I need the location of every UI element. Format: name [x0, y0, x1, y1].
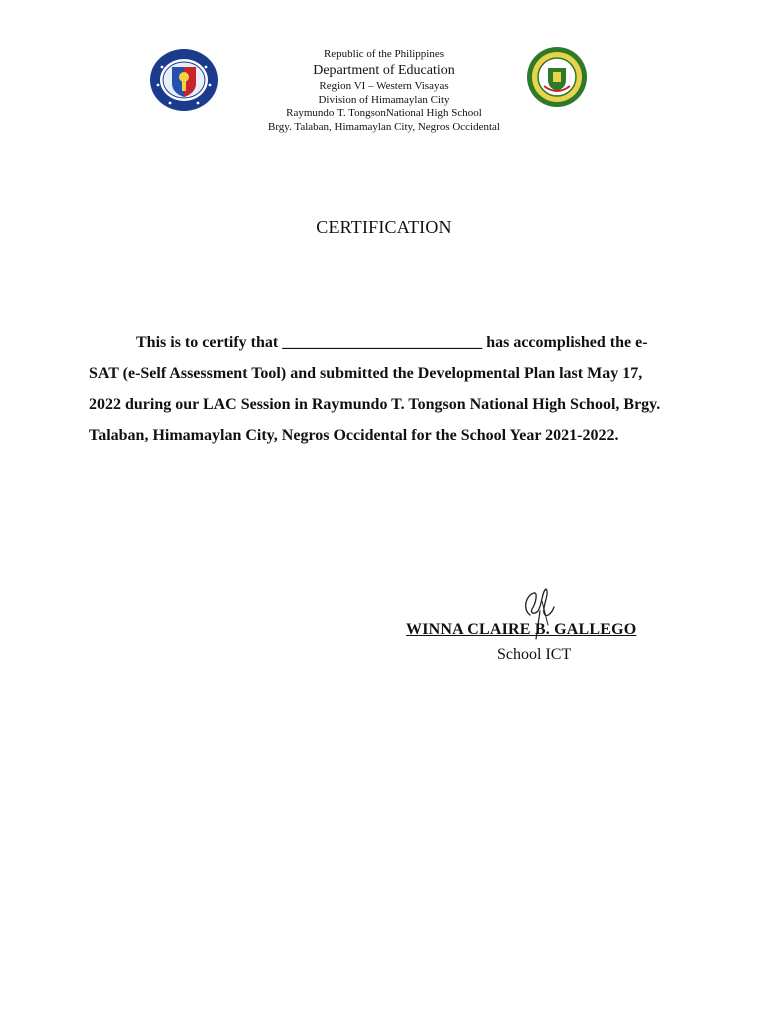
letterhead-line-division: Division of Himamaylan City [318, 93, 450, 106]
letterhead-text [234, 48, 534, 135]
deped-seal-logo [148, 47, 220, 113]
signature-block [380, 585, 680, 675]
letterhead [0, 0, 768, 140]
letterhead-line-department: Department of Education [313, 62, 455, 78]
letterhead-line-school: Raymundo T. TongsonNational High School [286, 107, 482, 120]
letterhead-line-region: Region VI – Western Visayas [319, 79, 449, 92]
document-title: CERTIFICATION [316, 217, 452, 237]
school-seal-logo [526, 46, 588, 108]
certification-paragraph: This is to certify that _________________________ has accomplished the e-SAT (e-Self Assessment Tool) and submitted the Developmental Plan last May 17, 2022 during our LAC Session in Raymundo T. Tongson National High School, Brgy. Talaban, Himamaylan City, Negros Occidental for the School Year 2021-2022. [89, 334, 661, 444]
signatory-position: School ICT [497, 646, 572, 663]
letterhead-line-address: Brgy. Talaban, Himamaylan City, Negros Occidental [267, 121, 500, 134]
signatory-name: WINNA CLAIRE B. GALLEGO [406, 621, 637, 638]
certification-body [89, 327, 669, 451]
letterhead-line-republic: Republic of the Philippines [323, 48, 445, 60]
